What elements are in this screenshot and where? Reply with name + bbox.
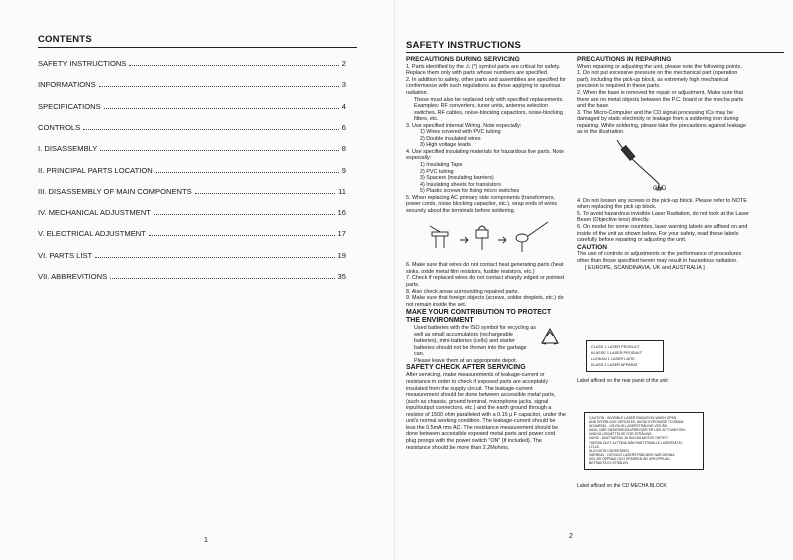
- list-item: 7. Check if replaced wires do not contact sharply edged or pointed parts.: [406, 275, 564, 289]
- laser-label-mecha-caption: Label affixed on the CD MECHA BLOCK: [577, 483, 667, 489]
- list-item: 4. Use specified insulating materials for hazardous live parts. Note especially:: [406, 148, 564, 162]
- page-number-right: 2: [569, 533, 573, 540]
- safety-check-heading: SAFETY CHECK AFTER SERVICING: [406, 364, 526, 372]
- laser-label-mecha-lines: [589, 416, 699, 465]
- label-line: KLASS 1 LASER APPARAT: [591, 363, 638, 367]
- toc-page-number: 9: [341, 165, 346, 175]
- list-item: 6. Make sure that wires do not contact heat generating parts (heat sinks, oxide metal film resistors, fusible resistors, etc.): [406, 262, 564, 275]
- toc-leader-dots: [100, 149, 338, 151]
- label-line: KLASSE 1 LASER PRODUKT: [591, 351, 643, 355]
- list-item: 3. Use specified internal Wiring. Note especially:: [406, 122, 522, 129]
- toc-page-number: 2: [341, 59, 346, 68]
- laser-label-rear-caption: Label affixed on the rear panel of the unit: [577, 378, 668, 384]
- toc-row: [38, 163, 346, 175]
- grounding-illustration: [577, 136, 749, 198]
- toc-row: [38, 205, 346, 217]
- toc-leader-dots: [110, 277, 334, 279]
- toc-label: I. DISASSEMBLY: [38, 144, 98, 154]
- toc-page-number: 4: [341, 101, 346, 111]
- laser-label-rear: [586, 340, 664, 372]
- toc-row: [38, 184, 346, 196]
- toc-leader-dots: [104, 107, 339, 109]
- list-item: 4. Do not loosen any screws in the pick-up block. Please refer to NOTE when replacing the pick up block.: [577, 197, 747, 211]
- toc-label: SAFETY INSTRUCTIONS: [38, 59, 127, 68]
- list-item: 2) PVC tubing: [420, 168, 454, 175]
- list-item: 5. To avoid hazardous invisible Laser Radiation, do not look at the Laser Beam (Objective lens) directly.: [577, 210, 749, 224]
- caution-text: The use of controls or adjustments or the performance of procedures other than those specified herein may result in hazardous radiation.: [577, 251, 742, 264]
- label-line: TAESSA OLET ALTTIINA NÄKYMÄTTÖMÄLLE LASERSÄTEI-: [589, 440, 684, 445]
- list-item: 2) Double insulated wires: [420, 135, 481, 142]
- list-item: 2. In addition to safety, other parts and assemblies are specified for conformance with such regulations as those applying to spurious radiation.: [406, 76, 566, 96]
- toc-row: [38, 226, 346, 238]
- repairing-intro: When repairing or adjusting the unit, please note the following points.: [577, 63, 742, 70]
- toc-leader-dots: [99, 85, 339, 87]
- toc-leader-dots: [156, 171, 339, 173]
- toc-row: [38, 141, 346, 153]
- toc-row: [38, 99, 346, 111]
- toc-page-number: 16: [337, 208, 346, 218]
- safety-column-2: [577, 56, 749, 271]
- wire-wrap-icon: [426, 218, 556, 258]
- label-line: VARNING : OSYNLIG LASERSTRÅLNING NÄR DENNA: [589, 452, 675, 457]
- environment-text-2: Please leave them at an appropriate depot.: [414, 357, 518, 364]
- toc-label: INFORMATIONS: [38, 80, 96, 90]
- contents-page: [0, 0, 396, 560]
- list-item: 6. On model for some countries, laser warning labels are affixed on and inside of the unit as shown below. For your safety, read these labels carefully before repairing or adjusting the unit.: [577, 224, 748, 244]
- laser-label-rear-lines: [591, 344, 659, 368]
- laser-label-mecha: [584, 412, 704, 470]
- toc-leader-dots: [149, 234, 335, 236]
- label-line: DEL ÄR ÖPPNAD OCH SPÄRREN ÄR URKOPPLAD.: [589, 456, 671, 461]
- toc-label: VII. ABBREVITIONS: [38, 272, 108, 281]
- environment-block: [406, 325, 566, 364]
- toc-row: [38, 248, 346, 260]
- repairing-items-after: [577, 198, 749, 244]
- contents-title-rule: [38, 47, 357, 48]
- toc-page-number: 6: [341, 122, 346, 132]
- label-line: NING, NÅR SIKKERHEDSAFBRYDER ER UDE AF FUNKTION.: [589, 428, 686, 433]
- label-line: AND INTERLOCK DEFEATED. AVOID EXPOSURE TO BEAM.: [589, 420, 685, 425]
- list-item: Examples: RF converters, tuner units, antenna selection switches, RF cables, noise-blocking capacitors, noise-blocking filters, etc.: [414, 103, 563, 123]
- list-item: 3) High voltage leads: [420, 142, 471, 149]
- list-item: 1. Do not put excessive pressure on the mechanical part (operation part), including the pick-up block, as extremely high mechanical precision is required in these parts.: [577, 70, 738, 90]
- label-line: CAUTION : INVISIBLE LASER RADIATION WHEN OPEN: [589, 416, 677, 420]
- toc-leader-dots: [154, 213, 335, 215]
- environment-text-1: Used batteries with the ISO symbol for recycling as well as small accumulators (rechargeable batteries), mini-batteries (cells) and starter batteries should not be thrown into the garbage can.: [414, 325, 536, 358]
- label-line: ÄLÄ KATSO SÄTEESEEN.: [589, 448, 630, 453]
- list-item: 3) Spacers (insulating barriers): [420, 175, 494, 182]
- toc-page-number: 19: [337, 250, 346, 260]
- recycle-icon: [538, 327, 562, 349]
- toc-leader-dots: [129, 64, 338, 66]
- safety-column-1: [406, 56, 566, 451]
- soldering-illustration: [406, 214, 566, 262]
- list-item: 4) Insulating sheets for transistors: [420, 181, 501, 188]
- toc-label: VI. PARTS LIST: [38, 250, 93, 260]
- label-line: LYLLE.: [589, 444, 600, 449]
- contents-title: CONTENTS: [38, 34, 92, 45]
- list-item: 2. When the base is removed for repair or adjustment, Make sure that there are no metal objects between the P.C. board or the mecha parts and the base.: [577, 89, 744, 110]
- toc-row: [38, 120, 346, 132]
- safety-title: SAFETY INSTRUCTIONS: [406, 40, 521, 51]
- safety-page: [396, 0, 793, 560]
- list-item: 1) Insulating Tape: [420, 162, 463, 168]
- caution-heading: CAUTION: [577, 243, 608, 251]
- label-line: CLASS 1 LASER PRODUCT: [591, 345, 640, 349]
- list-item: 3. The Micro-Computer and the CD signal processing ICs may be damaged by static electricity or leakage from a soldering iron during repairing. While soldering, please take the precautions against leakage as in the illustration.: [577, 109, 747, 136]
- toc-row: [38, 269, 346, 281]
- toc-label: SPECIFICATIONS: [38, 101, 101, 111]
- page-number-left: 1: [204, 537, 208, 544]
- toc-row: [38, 77, 346, 89]
- label-line: ADVARSEL : USYNLIG LASERSTRÅLING VED ÅB-: [589, 424, 668, 429]
- toc-label: IV. MECHANICAL ADJUSTMENT: [38, 208, 151, 218]
- servicing-items: [406, 64, 566, 215]
- list-item: 5. When replacing AC primary side components (transformers, power cords, noise blocking capacitor, etc.), wrap ends of wires securely about the terminals before soldering.: [406, 194, 558, 214]
- label-line: VARO! : AVATTAESSA JA SUOJALUKITUS OHITET-: [589, 436, 669, 441]
- precautions-servicing-heading: PRECAUTIONS DURING SERVICING: [406, 56, 520, 63]
- label-line: UNDGÅ UDSÆTTELSE FOR STRÅLING.: [589, 432, 653, 437]
- caution-regions: [ EUROPE, SCANDINAVIA, UK and AUSTRALIA ]: [585, 264, 705, 271]
- soldering-iron-icon: [609, 138, 679, 192]
- toc-leader-dots: [195, 192, 335, 194]
- toc-label: II. PRINCIPAL PARTS LOCATION: [38, 165, 153, 175]
- toc-leader-dots: [95, 256, 334, 258]
- list-item: 9. Make sure that foreign objects (screws, solder droplets, etc.) do not remain inside the set.: [406, 295, 564, 308]
- repairing-items: [577, 70, 749, 135]
- list-item: 1) Wires covered with PVC tubing: [420, 129, 501, 136]
- servicing-items-after: [406, 262, 566, 308]
- gnd-label: GND: [653, 185, 667, 192]
- label-line: BETRAKTA EJ STRÅLEN: [589, 461, 628, 466]
- list-item: 8. Also check areas surrounding repaired parts.: [406, 288, 519, 295]
- safety-check-text: After servicing, make measurements of leakage-current or resistance in order to check if exposed parts are acceptably insulated from the supply circuit. The leakage-current measurement should be done between accessible metal parts, (such as chassis, ground terminal, microphone jacks, signal input/output connectors, etc.) and the earth ground through a resistor of 1500 ohm paralleled with a 0.15 µ F capacitor, under the unit's normal working condition. The leakage-current should be less the 0.5mA rms AC. The resistance measurement should be done between accessible exposed metal parts and power cord plug prongs with the power switch "ON" (if included). The resistance should be more than 2.2Mohms.: [406, 372, 566, 451]
- toc-row: [38, 56, 346, 68]
- toc-page-number: 35: [337, 272, 346, 281]
- toc-leader-dots: [83, 128, 339, 130]
- list-item: 5) Plastic screws for fixing micro switches: [420, 188, 520, 195]
- toc-page-number: 3: [341, 80, 346, 90]
- toc-label: CONTROLS: [38, 122, 81, 132]
- toc-label: III. DISASSEMBLY OF MAIN COMPONENTS: [38, 186, 192, 196]
- environment-heading: MAKE YOUR CONTRIBUTION TO PROTECT THE ENVIRONMENT: [406, 309, 552, 325]
- precautions-repairing-heading: PRECAUTIONS IN REPAIRING: [577, 56, 672, 63]
- label-line: LUOKAN 1 LASER LAITE: [591, 357, 635, 361]
- toc-page-number: 11: [338, 186, 346, 196]
- toc-label: V. ELECTRICAL ADJUSTMENT: [38, 229, 146, 239]
- list-item: 1. Parts identified by the ⚠ (*) symbol parts are critical for safety. Replace them only with parts whose numbers are specified.: [406, 63, 561, 77]
- safety-title-rule: [406, 52, 784, 53]
- list-item: These must also be replaced only with specified replacements.: [414, 96, 564, 103]
- toc-page-number: 17: [337, 229, 346, 239]
- toc-page-number: 8: [341, 144, 346, 154]
